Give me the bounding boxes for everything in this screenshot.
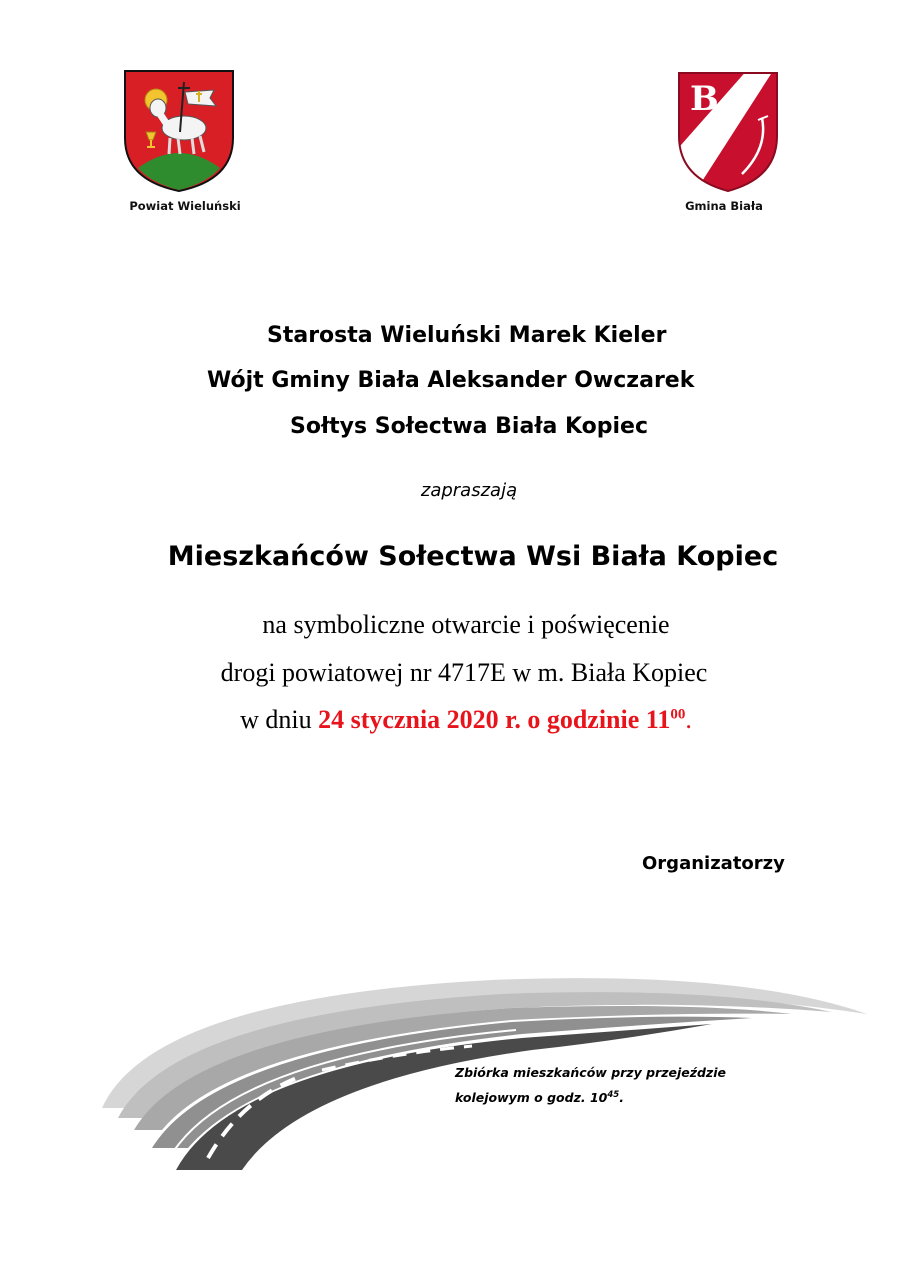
gathering-line: kolejowym o godz. $10^{45}$. bbox=[455, 1089, 624, 1105]
event-date: 24 stycznia 2020 r. o godzinie $11^{00}$ bbox=[318, 705, 686, 734]
host-line: Sołtys Sołectwa Biała Kopiec bbox=[290, 414, 649, 439]
host-line: Starosta Wieluński Marek Kieler bbox=[267, 323, 667, 348]
date-prefix: w dniu bbox=[240, 705, 319, 734]
gathering-minutes: 45 bbox=[607, 1089, 620, 1100]
lamb-coat-of-arms-icon bbox=[122, 68, 236, 194]
event-minutes: 00 bbox=[670, 706, 686, 723]
date-suffix: . bbox=[685, 705, 692, 734]
host-line: Wójt Gminy Biała Aleksander Owczarek bbox=[207, 368, 695, 393]
body-line: na symboliczne otwarcie i poświęcenie bbox=[262, 610, 670, 639]
gathering-line: Zbiórka mieszkańców przy przejeździe bbox=[455, 1065, 726, 1080]
gathering-note bbox=[455, 1060, 726, 1110]
signature: Organizatorzy bbox=[642, 853, 785, 874]
addressee-heading: Mieszkańców Sołectwa Wsi Biała Kopiec bbox=[167, 541, 779, 572]
letter-b-coat-of-arms-icon bbox=[676, 70, 780, 194]
event-date-line bbox=[0, 705, 910, 735]
crest-letter: B bbox=[690, 79, 719, 119]
right-crest-caption: Gmina Biała bbox=[685, 199, 763, 213]
invite-word: zapraszają bbox=[420, 480, 518, 501]
body-line: drogi powiatowej nr 4717E w m. Biała Kopiec bbox=[220, 658, 708, 687]
left-crest-caption: Powiat Wieluński bbox=[129, 199, 241, 213]
